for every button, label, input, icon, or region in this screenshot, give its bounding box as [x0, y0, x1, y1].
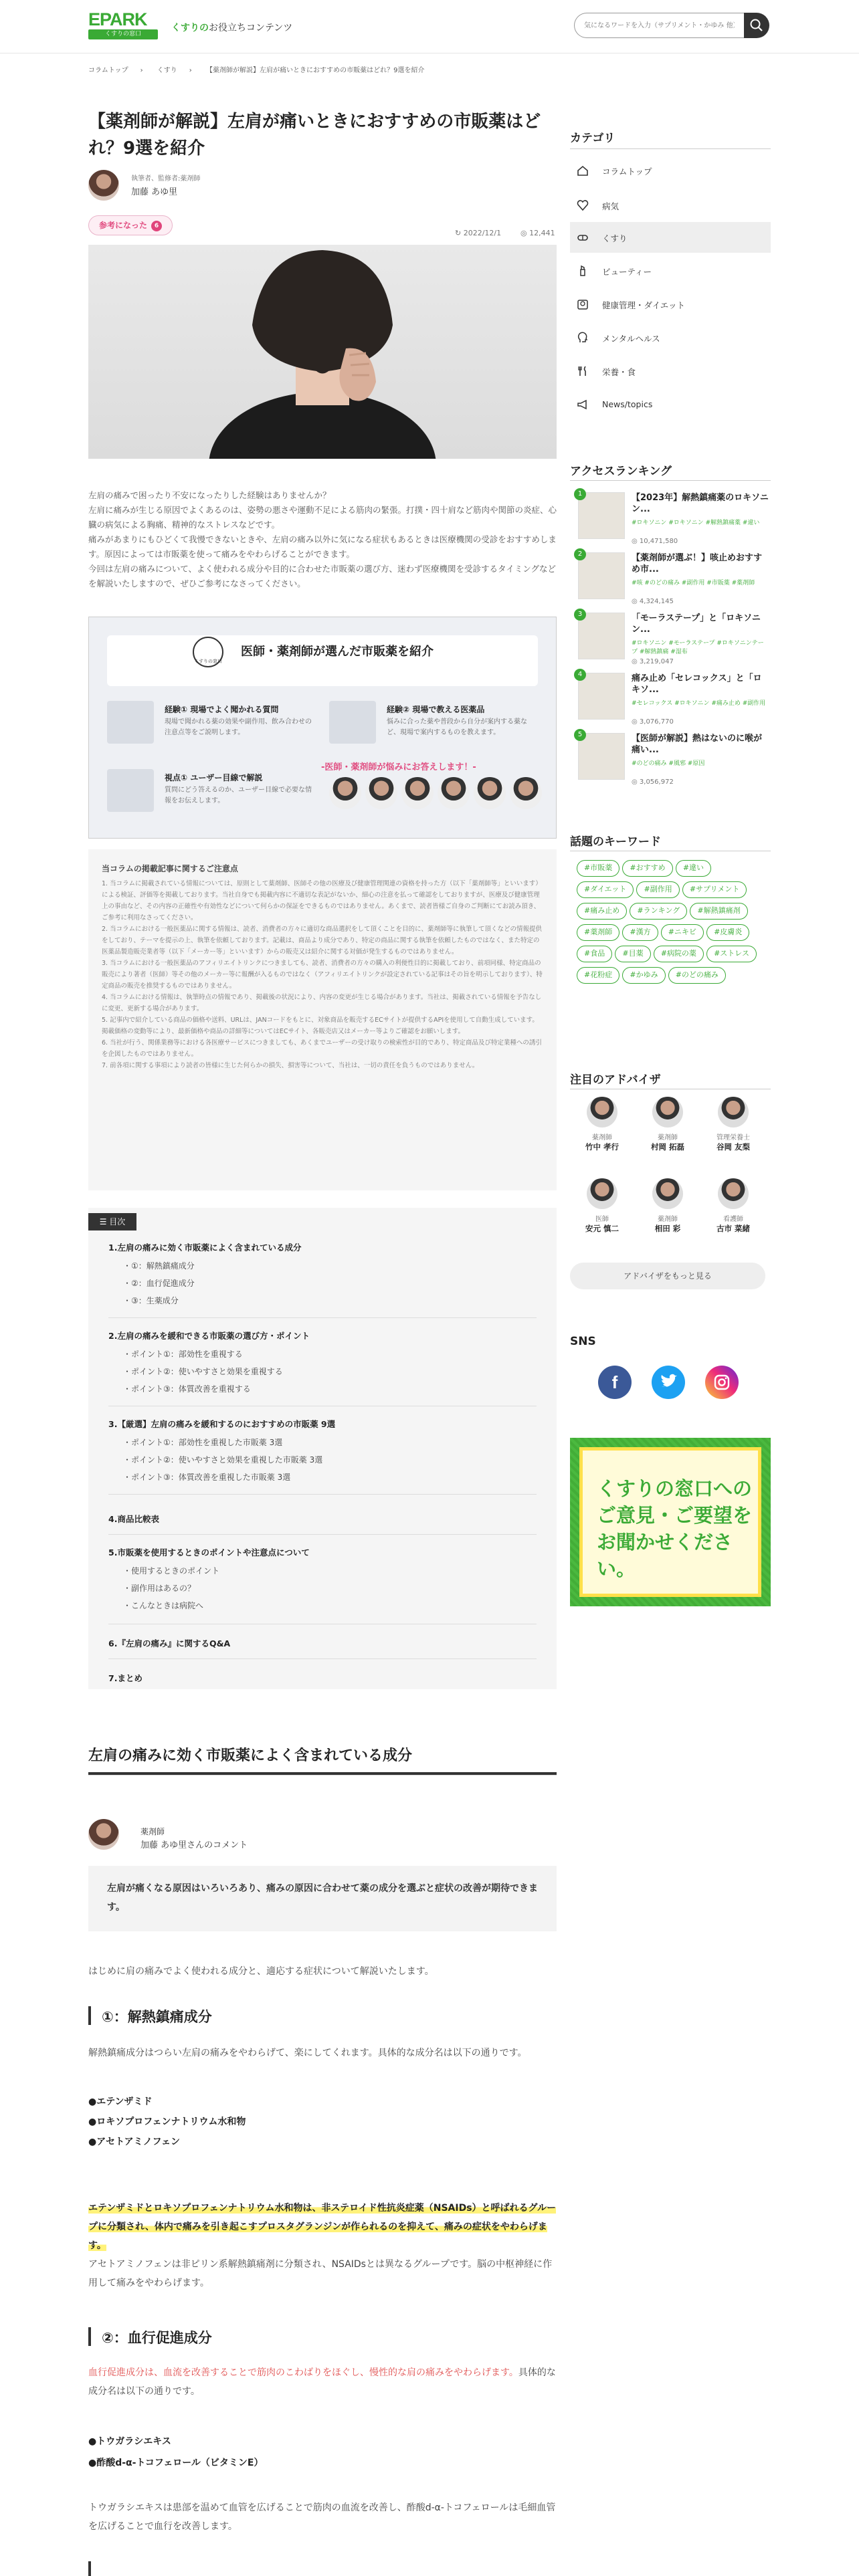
doctor-portrait: [401, 777, 434, 809]
breadcrumb: コラムトップ › くすり › 【薬剤師が解説】左肩が痛いときにおすすめの市販薬はどれ？9選を紹介: [88, 67, 425, 74]
article-title: 【薬剤師が解説】左肩が痛いときにおすすめの市販薬はどれ？9選を紹介: [88, 112, 541, 158]
keyword-tag[interactable]: #ダイエット: [577, 881, 634, 898]
ranking-item-4[interactable]: 4 痛み止め「セレコックス」と「ロキソ... #セレコックス #ロキソニン #痛み止め #副作用 ◎ 3,076,770: [570, 673, 771, 729]
pharmacist-avatar[interactable]: [88, 1819, 119, 1850]
category-news[interactable]: News/topics: [570, 389, 771, 420]
toc-item[interactable]: ・②：血行促進成分: [123, 1279, 195, 1288]
hero-image-neck-pain: [88, 245, 557, 459]
keyword-tag[interactable]: #薬剤師: [577, 924, 619, 941]
doctor-portrait: [438, 777, 470, 809]
article-thumbnail: [578, 613, 625, 659]
toc-section-5[interactable]: 5.市販薬を使用するときのポイントや注意点について: [108, 1547, 310, 1558]
helpful-count: 6: [151, 221, 162, 231]
doctor-portrait: [329, 777, 361, 809]
ranking-item-1[interactable]: 1 【2023年】解熱鎮痛薬のロキソニン... #ロキソニン #ロキソニン #解熱鎮痛薬 #違い ◎ 10,471,580: [570, 492, 771, 548]
article-thumbnail: [578, 733, 625, 780]
user-photo: [107, 769, 154, 812]
advisors-heading: 注目のアドバイザ: [570, 1073, 661, 1087]
toc-label: ☰ 目次: [88, 1213, 136, 1230]
lipstick-icon: [577, 265, 589, 277]
toc-section-7[interactable]: 7.まとめ: [108, 1673, 142, 1683]
keyword-tag[interactable]: #ストレス: [706, 946, 757, 962]
keyword-tag[interactable]: #市販薬: [577, 860, 619, 877]
toc-item[interactable]: ・使用するときのポイント: [123, 1566, 220, 1576]
toc-section-6[interactable]: 6.『左肩の痛み』に関するQ&A: [108, 1638, 231, 1648]
toc-section-2[interactable]: 2.左肩の痛みを緩和できる市販薬の選び方・ポイント: [108, 1331, 310, 1341]
advisor-card[interactable]: 管理栄養士 谷岡 友梨: [713, 1097, 753, 1152]
logo-sub-text: くすりの窓口: [88, 29, 158, 39]
toc-item[interactable]: ・ポイント③：体質改善を重視した市販薬 3選: [123, 1473, 291, 1482]
pharmacist-photo: [107, 701, 154, 744]
advisor-card[interactable]: 薬剤師 相田 彩: [648, 1178, 688, 1234]
search-icon: [744, 13, 769, 38]
breadcrumb-current: 【薬剤師が解説】左肩が痛いときにおすすめの市販薬はどれ？9選を紹介: [205, 67, 425, 74]
article-thumbnail: [578, 552, 625, 599]
keyword-tag[interactable]: #目薬: [615, 946, 650, 962]
breadcrumb-category[interactable]: くすり: [157, 67, 177, 74]
scale-icon: [577, 298, 589, 310]
expert-card-1: 経験① 現場でよく聞かれる質問 現場で聞かれる薬の効果や副作用、飲み合わせの注意点等をご説明します。: [107, 701, 314, 761]
keyword-tag[interactable]: #違い: [676, 860, 711, 877]
keyword-tag[interactable]: #ランキング: [630, 903, 687, 920]
ranking-item-3[interactable]: 3 「モーラステープ」と「ロキソニン... #ロキソニン #モーラステープ #ロキソニンテープ #解熱鎮痛 #湿布 ◎ 3,219,047: [570, 613, 771, 669]
highlight-paragraph: エテンザミドとロキソプロフェンナトリウム水和物は、非ステロイド性抗炎症薬（NSAIDs）と呼ばれるグループに分類され、体内で痛みを引き起こすプロスタグランジンが作られるのを抑えて、痛みの症状をやわらげます。: [88, 2203, 557, 2251]
doctor-portrait: [474, 777, 506, 809]
ranking-item-5[interactable]: 5 【医師が解説】熱はないのに喉が痛い... #のどの痛み #風邪 #原因 ◎ 3,056,972: [570, 733, 771, 789]
doctor-portrait: [365, 777, 397, 809]
helpful-button[interactable]: 参考になった 6: [88, 215, 173, 235]
category-disease[interactable]: 病気: [570, 190, 771, 221]
column-disclaimer: 当コラムの掲載記事に関するご注意点 1. 当コラムに掲載されている情報については、原則として薬剤師、医師その他の医療及び健康管理関連の資格を持った方（以下「薬剤師等」といいます）による検証、評価等を掲載しております。当社自身でも掲載内容に不適切な表記がないか、細心の注意を払って確認をしておりますが、医療及び健康管理上の事由など、その内容の正確性や有効性などについて何らかの保証をできるものではありません。あくまで、読者皆様ご自身のご判断にてお読み頂き、ご参考に利用なさってください。 2. 当コラムにおける一般医薬品に関する情報は、読者、消費者の方々に適切な商品選択をして頂くことを目的に、薬剤師等に執筆して頂くなどの情報提供をしており、テーマを提示の上、執筆を依頼しております。記載は、商品より成分であり、特定の商品に関する執筆を依頼したものではなく、また特定の医薬品製造販売業者等（以下「メーカー等」といいます）からの販売又は紹介に関する対価が発生するものではありません。 3. 当コラムにおける一般医薬品のアフィリエイトリンクにつきましても、読者、消費者の方々の購入の利便性目的に掲載しており、前項同様、特定商品の販売により著者（医師）等その他のメーカー等に報酬が入るものではなく（アフィリエイトリンクが設定されている記事はその旨を明示しております）、特定商品の販売を推奨するものではありません。 4. 当コラムにおける情報は、執筆時点の情報であり、掲載後の状況により、内容の変更が生じる場合があります。当社は、掲載されている情報を予告なしに変更、更新する場合があります。 5. 記事内で紹介している商品の価格や送料、URLは、JANコードをもとに、対象商品を販売するECサイトが提供するAPIを使用して自動生成しています。掲載価格の変動等により、最新価格や商品の詳細等についてはECサイト、各販売店又はメーカー等よりご確認をお願いします。 6. 当社が行う、関係業務等における各医療サービスにつきましても、あくまでユーザーの受け取りの検索性が目的であり、特定商品及び特定業種への誘引を企図したものではありません。 7. 前各項に関する事項により読者の皆様に生じた何らかの損失、損害等について、当社は、一切の責任を負うものではありません。: [88, 849, 557, 1190]
advisor-photo: [587, 1097, 617, 1128]
toc-item[interactable]: ・ポイント②：使いやすさと効果を重視する: [123, 1367, 283, 1376]
subheading-analgesic: ①：解熱鎮痛成分: [102, 2009, 212, 2025]
toc-item[interactable]: ・副作用はあるの？: [123, 1584, 196, 1593]
home-icon: [577, 165, 589, 177]
pill-icon: [577, 231, 589, 243]
expert-card-3: 視点① ユーザー目線で解説 質問にどう答えるのか、ユーザー目線で必要な情報をお伝えします。: [107, 769, 314, 829]
toc-section-1[interactable]: 1.左肩の痛みに効く市販薬によく含まれている成分: [108, 1243, 302, 1253]
advisor-card[interactable]: 薬剤師 村岡 拓磊: [648, 1097, 688, 1152]
keyword-tag[interactable]: #かゆみ: [622, 967, 665, 984]
keyword-tag[interactable]: #解熱鎮痛剤: [690, 903, 747, 920]
category-medicine[interactable]: くすり: [570, 222, 771, 253]
keywords-heading: 話題のキーワード: [570, 835, 661, 849]
toc-item[interactable]: ・ポイント①：部効性を重視した市販薬 3選: [123, 1438, 283, 1447]
keyword-tag[interactable]: #サプリメント: [682, 881, 747, 898]
pharmacist-photo: [329, 701, 376, 744]
advisor-photo: [718, 1178, 749, 1209]
heart-icon: [577, 199, 589, 211]
article-thumbnail: [578, 492, 625, 539]
keyword-tag[interactable]: #のどの痛み: [668, 967, 726, 984]
advisor-card[interactable]: 医師 安元 慎二: [582, 1178, 622, 1234]
advisor-card[interactable]: 薬剤師 竹中 孝行: [582, 1097, 622, 1152]
keyword-tag[interactable]: #副作用: [636, 881, 679, 898]
supervise-label: 執筆者、監修者:薬剤師: [131, 175, 201, 183]
pharmacist-role: 薬剤師: [140, 1827, 165, 1836]
toc-item[interactable]: ・ポイント③：体質改善を重視する: [123, 1384, 251, 1394]
advisors-more-button[interactable]: アドバイザをもっと見る: [570, 1263, 765, 1289]
advisor-card[interactable]: 看護師 古市 菜緒: [713, 1178, 753, 1234]
advisor-photo: [718, 1097, 749, 1128]
supervisor-avatar[interactable]: [88, 170, 119, 201]
breadcrumb-home[interactable]: コラムトップ: [88, 67, 128, 74]
paragraph: アセトアミノフェンは非ピリン系解熱鎮痛剤に分類され、NSAIDsとは異なるグループです。脳の中枢神経に作用して痛みをやわらげます。: [88, 2259, 553, 2288]
category-nutrition[interactable]: 栄養・食: [570, 356, 771, 387]
facebook-icon[interactable]: f: [598, 1366, 632, 1399]
keyword-tag[interactable]: #食品: [577, 946, 612, 962]
site-tagline: くすりのお役立ちコンテンツ: [171, 23, 293, 33]
qa-label: -医師・薬剤師が悩みにお答えします！-: [321, 762, 476, 772]
advisor-photo: [652, 1178, 683, 1209]
keyword-tag[interactable]: #漢方: [622, 924, 658, 941]
category-mental-health[interactable]: メンタルヘルス: [570, 322, 771, 353]
advisor-photo: [652, 1097, 683, 1128]
pharmacist-comment: 左肩が痛くなる原因はいろいろあり、痛みの原因に合わせて薬の成分を選ぶと症状の改善が期待できます。: [107, 1883, 538, 1913]
toc-item[interactable]: ・ポイント①：部効性を重視する: [123, 1350, 243, 1359]
paragraph: 血行促進成分は、血流を改善することで筋肉のこわばりをほぐし、慢性的な肩の痛みをやわらげます。具体的な成分名は以下の通りです。: [88, 2367, 556, 2397]
category-health-diet[interactable]: 健康管理・ダイエット: [570, 289, 771, 320]
article-thumbnail: [578, 673, 625, 720]
paragraph: 解熱鎮痛成分はつらい左肩の痛みをやわらげて、楽にしてくれます。具体的な成分名は以下の通りです。: [88, 2048, 527, 2058]
search-button[interactable]: [744, 13, 769, 38]
toc-section-4[interactable]: 4.商品比較表: [108, 1514, 159, 1524]
ingredient-item: ●エテンザミド: [88, 2097, 153, 2107]
feedback-banner-text: くすりの窓口へのご意見・ご要望をお聞かせください。: [597, 1477, 753, 1580]
toc-item[interactable]: ・こんなときは病院へ: [123, 1601, 204, 1610]
paragraph: トウガラシエキスは患部を温めて血管を広げることで筋肉の血流を改善し、酢酸d-α-トコフェロールは毛細血管を広げることで血行を改善します。: [88, 2502, 556, 2532]
megaphone-icon: [577, 399, 589, 411]
ingredient-item: ●酢酸d-α-トコフェロール（ビタミンE）: [88, 2458, 264, 2468]
category-column-top[interactable]: コラムトップ: [570, 155, 771, 186]
section-lead: はじめに肩の痛みでよく使われる成分と、適応する症状について解説いたします。: [88, 1966, 434, 1977]
toc-section-3[interactable]: 3.【厳選】左肩の痛みを緩和するのにおすすめの市販薬 9選: [108, 1419, 336, 1429]
keyword-list: [577, 857, 771, 986]
toc-item[interactable]: ・①：解熱鎮痛成分: [123, 1261, 195, 1271]
head-icon: [577, 332, 589, 344]
keyword-tag[interactable]: #ニキビ: [661, 924, 704, 941]
eye-icon: ◎: [520, 229, 530, 237]
twitter-icon[interactable]: [652, 1366, 685, 1399]
ranking-item-2[interactable]: 2 【薬剤師が選ぶ！】咳止めおすすめ市... #咳 #のどの痛み #副作用 #市販薬 #薬剤師 ◎ 4,324,145: [570, 552, 771, 609]
updated-date: ↻ 2022/12/1: [455, 229, 502, 237]
subheading-circulation: ②：血行促進成分: [102, 2330, 212, 2346]
keyword-tag[interactable]: #病院の薬: [654, 946, 704, 962]
category-heading: カテゴリ: [570, 132, 615, 145]
keyword-tag[interactable]: #皮膚炎: [706, 924, 749, 941]
fork-knife-icon: [577, 365, 589, 377]
ingredient-item: ●ロキソプロフェンナトリウム水和物: [88, 2117, 246, 2127]
ingredient-item: ●アセトアミノフェン: [88, 2137, 180, 2147]
ingredient-item: ●トウガラシエキス: [88, 2436, 171, 2447]
keyword-tag[interactable]: #痛み止め: [577, 903, 627, 920]
refresh-icon: ↻: [455, 229, 464, 237]
article-intro: 左肩の痛みで困ったり不安になったりした経験はありませんか？ 左肩に痛みが生じる原因でよくあるのは、姿勢の悪さや運動不足による筋肉の緊張。打撲・四十肩など筋肉や関節の炎症、心臓の病気による胸痛、精神的なストレスなどです。 痛みがあまりにもひどくて我慢できないときや、左肩の痛み以外に気になる症状もあるときは医療機関の受診をおすすめします。原因によっては市販薬を使って痛みをやわらげることができます。 今回は左肩の痛みについて、よく使われる成分や目的に合わせた市販薬の選び方、迷わず医療機関を受診するタイミングなどを解説いたしますので、ぜひご参考になさってください。: [88, 490, 557, 588]
pharmacist-comment-label: 加藤 あゆ里さんのコメント: [140, 1840, 248, 1850]
keyword-tag[interactable]: #花粉症: [577, 967, 619, 984]
sns-heading: SNS: [570, 1335, 596, 1348]
epark-logo[interactable]: [88, 9, 159, 43]
instagram-icon[interactable]: [705, 1366, 739, 1399]
view-count: ◎ 12,441: [520, 229, 555, 237]
keyword-tag[interactable]: #おすすめ: [622, 860, 672, 877]
toc-item[interactable]: ・ポイント②：使いやすさと効果を重視した市販薬 3選: [123, 1455, 323, 1465]
toc-item[interactable]: ・③：生薬成分: [123, 1296, 179, 1305]
logo-epark-text: EPARK: [88, 9, 147, 29]
expert-card-2: 経験② 現場で教える医薬品 悩みに合った薬や普段から自分が案内する薬など、現場で案内するものを教えます。: [329, 701, 537, 761]
expert-box-title: 医師・薬剤師が選んだ市販薬を紹介: [241, 645, 434, 659]
doctor-portrait: [510, 777, 542, 809]
advisor-photo: [587, 1178, 617, 1209]
kusuri-logo-badge: くすりの窓口: [193, 637, 223, 667]
section-heading: 左肩の痛みに効く市販薬によく含まれている成分: [88, 1747, 413, 1764]
search-input[interactable]: [574, 13, 744, 38]
supervisor-name[interactable]: 加藤 あゆ里: [131, 187, 178, 197]
ranking-heading: アクセスランキング: [570, 465, 672, 478]
category-beauty[interactable]: ビューティー: [570, 255, 771, 286]
